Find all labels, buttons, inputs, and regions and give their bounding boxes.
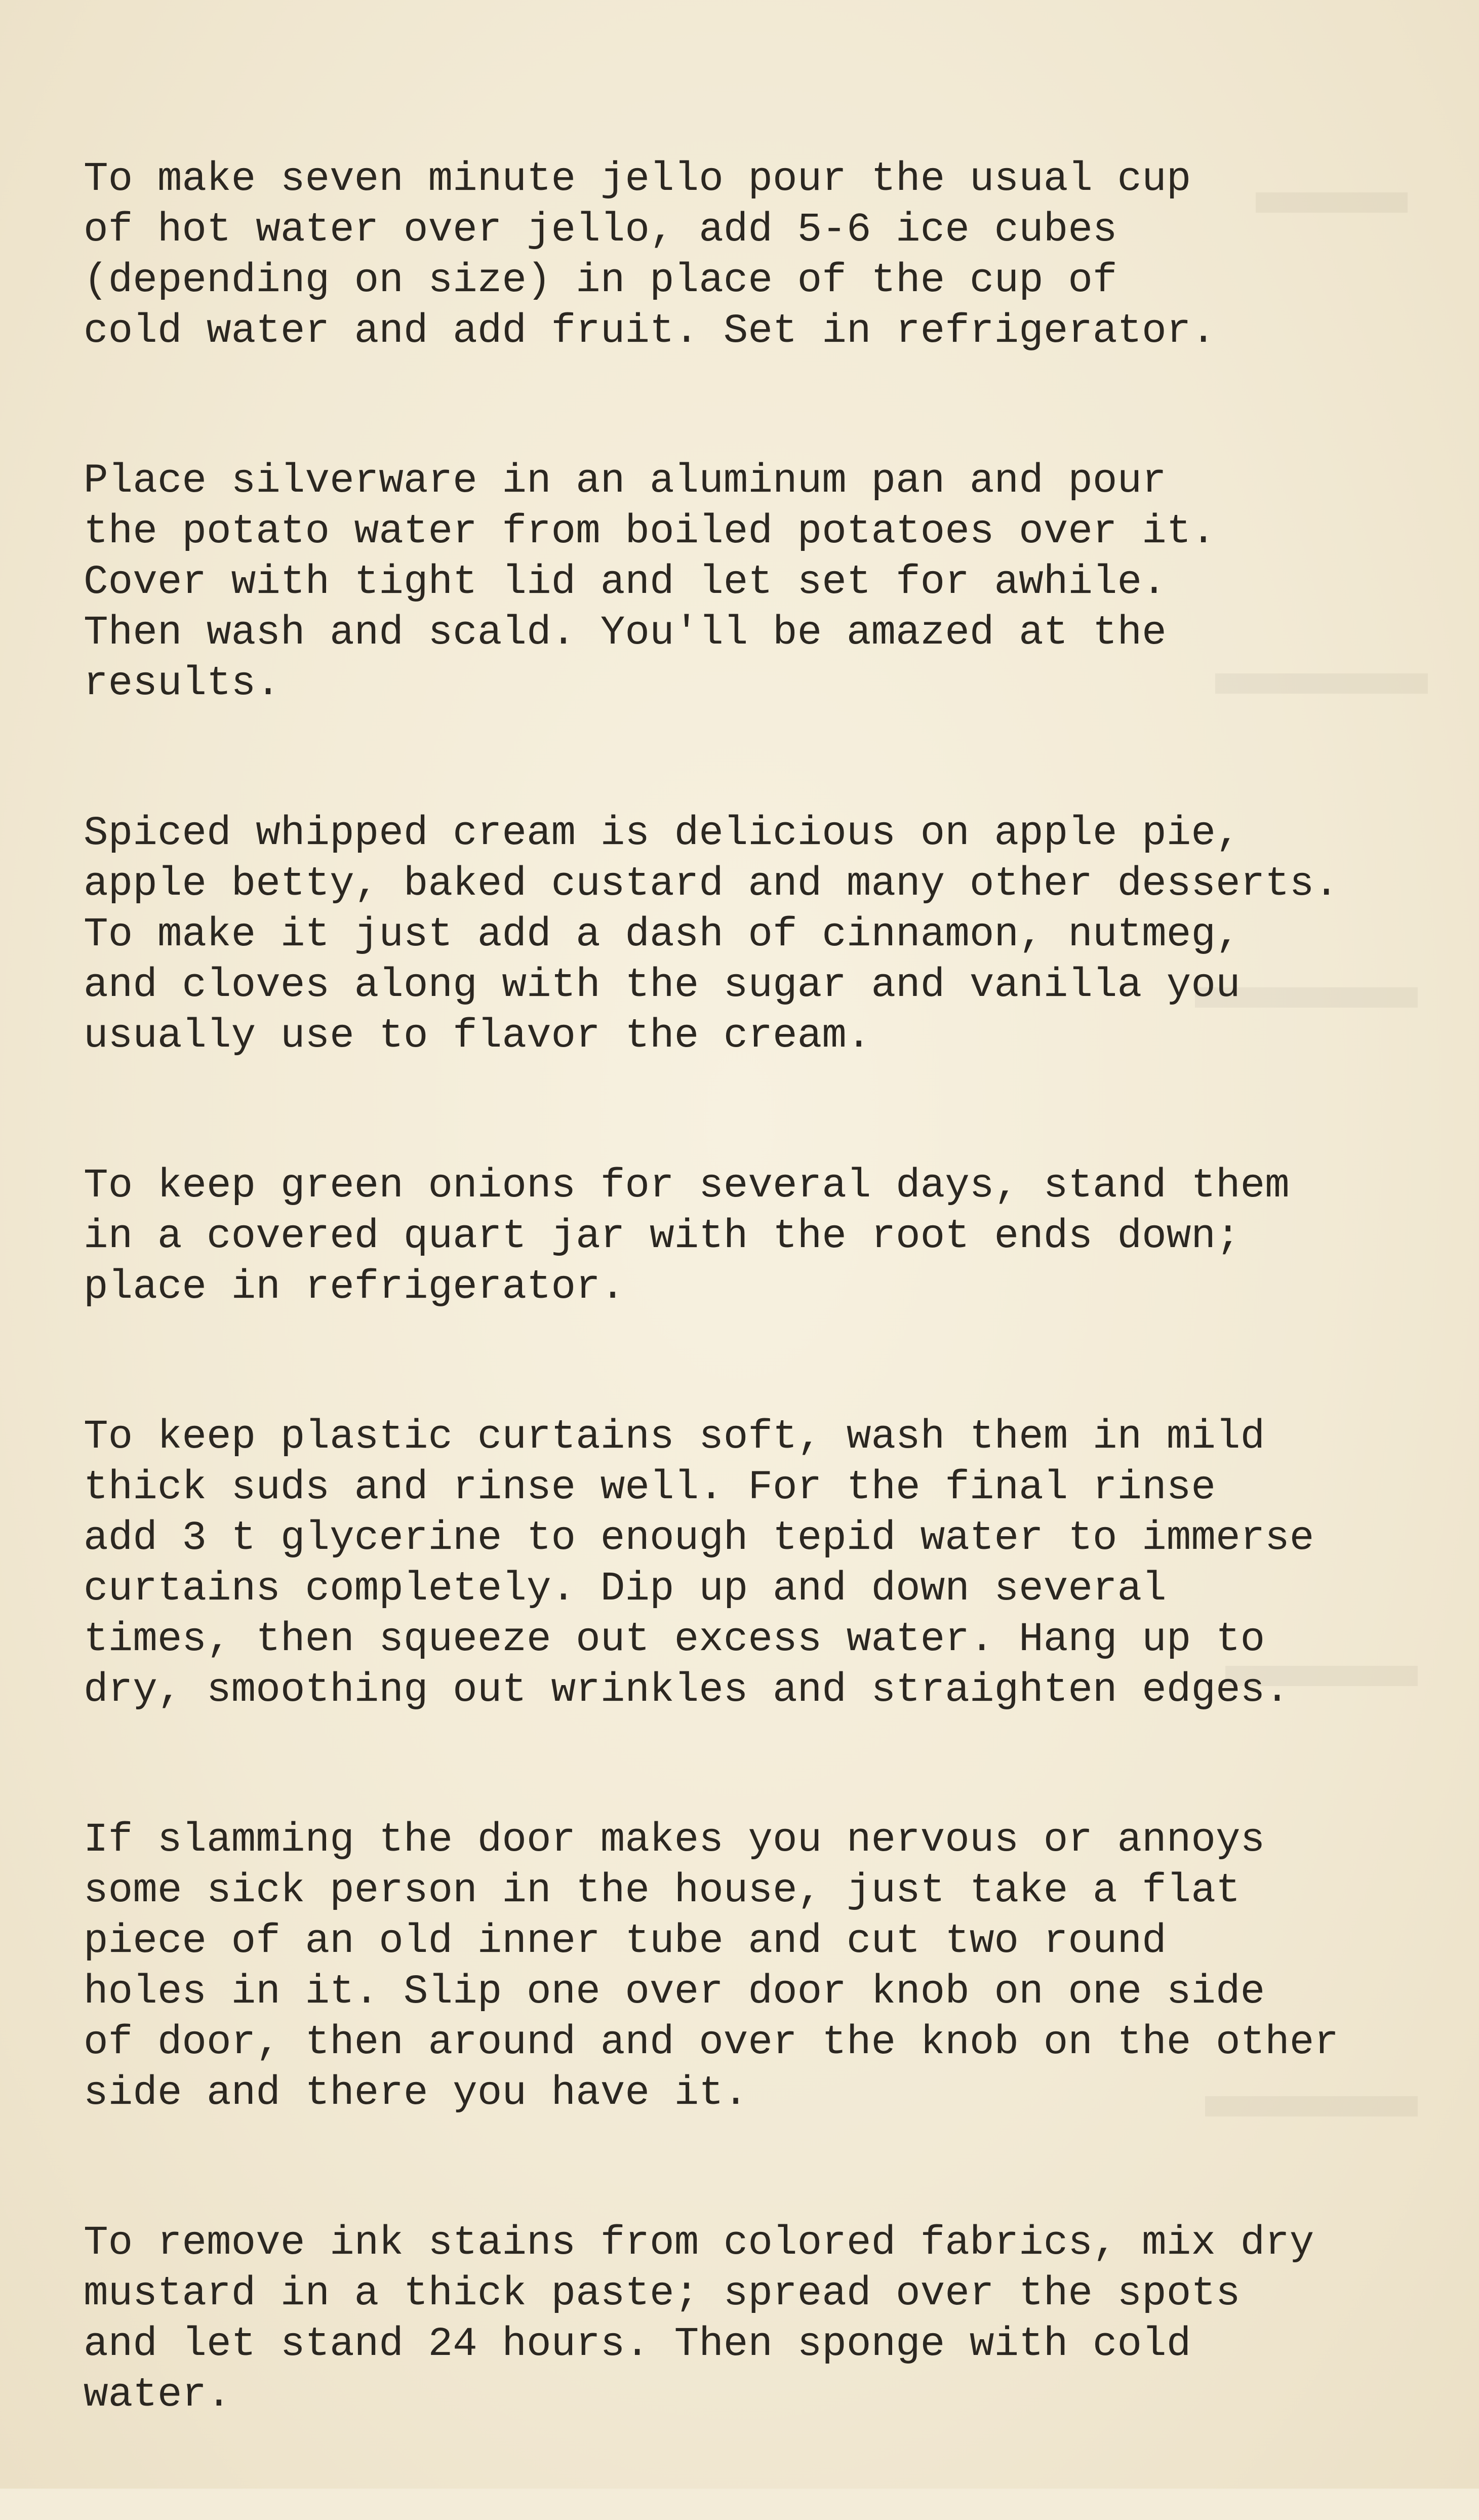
text-line: (depending on size) in place of the cup of: [84, 258, 1117, 304]
text-line: To make it just add a dash of cinnamon, nutmeg,: [84, 912, 1241, 958]
tips-text-block: [84, 154, 1425, 2520]
text-line: the potato water from boiled potatoes over it.: [84, 509, 1216, 555]
text-line: To keep plastic curtains soft, wash them in mild: [84, 1414, 1265, 1460]
text-line: of door, then around and over the knob on the other: [84, 2020, 1339, 2066]
tip-plastic-curtains-paragraph: [84, 1412, 1425, 1716]
text-line: times, then squeeze out excess water. Hang up to: [84, 1617, 1265, 1663]
text-line: thick suds and rinse well. For the final rinse: [84, 1465, 1216, 1511]
text-line: apple betty, baked custard and many other desserts.: [84, 861, 1339, 907]
tip-ink-stains-paragraph: [84, 2218, 1425, 2421]
tip-silverware-paragraph: [84, 456, 1425, 709]
text-line: add 3 t glycerine to enough tepid water to immerse: [84, 1515, 1314, 1562]
text-line: curtains completely. Dip up and down several: [84, 1566, 1167, 1612]
text-line: mustard in a thick paste; spread over the spots: [84, 2271, 1241, 2317]
text-line: cold water and add fruit. Set in refrigerator.: [84, 308, 1216, 354]
text-line: To remove ink stains from colored fabrics, mix dry: [84, 2220, 1314, 2266]
text-line: usually use to flavor the cream.: [84, 1013, 871, 1059]
text-line: of hot water over jello, add 5-6 ice cubes: [84, 207, 1117, 253]
text-line: Cover with tight lid and let set for awhile.: [84, 559, 1167, 606]
text-line: Place silverware in an aluminum pan and pour: [84, 458, 1167, 504]
text-line: To keep green onions for several days, stand them: [84, 1163, 1290, 1209]
tip-spiced-cream-paragraph: [84, 809, 1425, 1062]
text-line: and cloves along with the sugar and vanilla you: [84, 963, 1241, 1009]
text-line: some sick person in the house, just take a flat: [84, 1868, 1241, 1914]
tip-green-onions-paragraph: [84, 1161, 1425, 1313]
text-line: Then wash and scald. You'll be amazed at the: [84, 610, 1167, 656]
text-line: results.: [84, 661, 281, 707]
text-line: in a covered quart jar with the root ends down;: [84, 1214, 1241, 1260]
text-line: side and there you have it.: [84, 2070, 748, 2116]
text-line: and let stand 24 hours. Then sponge with cold: [84, 2322, 1191, 2368]
text-line: holes in it. Slip one over door knob on one side: [84, 1969, 1265, 2015]
text-line: To make seven minute jello pour the usual cup: [84, 156, 1191, 203]
text-line: place in refrigerator.: [84, 1264, 625, 1310]
text-line: If slamming the door makes you nervous or annoys: [84, 1817, 1265, 1863]
text-line: dry, smoothing out wrinkles and straighten edges.: [84, 1667, 1290, 1713]
text-line: water.: [84, 2372, 231, 2418]
tip-door-slam-paragraph: [84, 1815, 1425, 2119]
text-line: Spiced whipped cream is delicious on apple pie,: [84, 811, 1241, 857]
text-line: piece of an old inner tube and cut two round: [84, 1918, 1167, 1965]
tip-jello-paragraph: [84, 154, 1425, 357]
